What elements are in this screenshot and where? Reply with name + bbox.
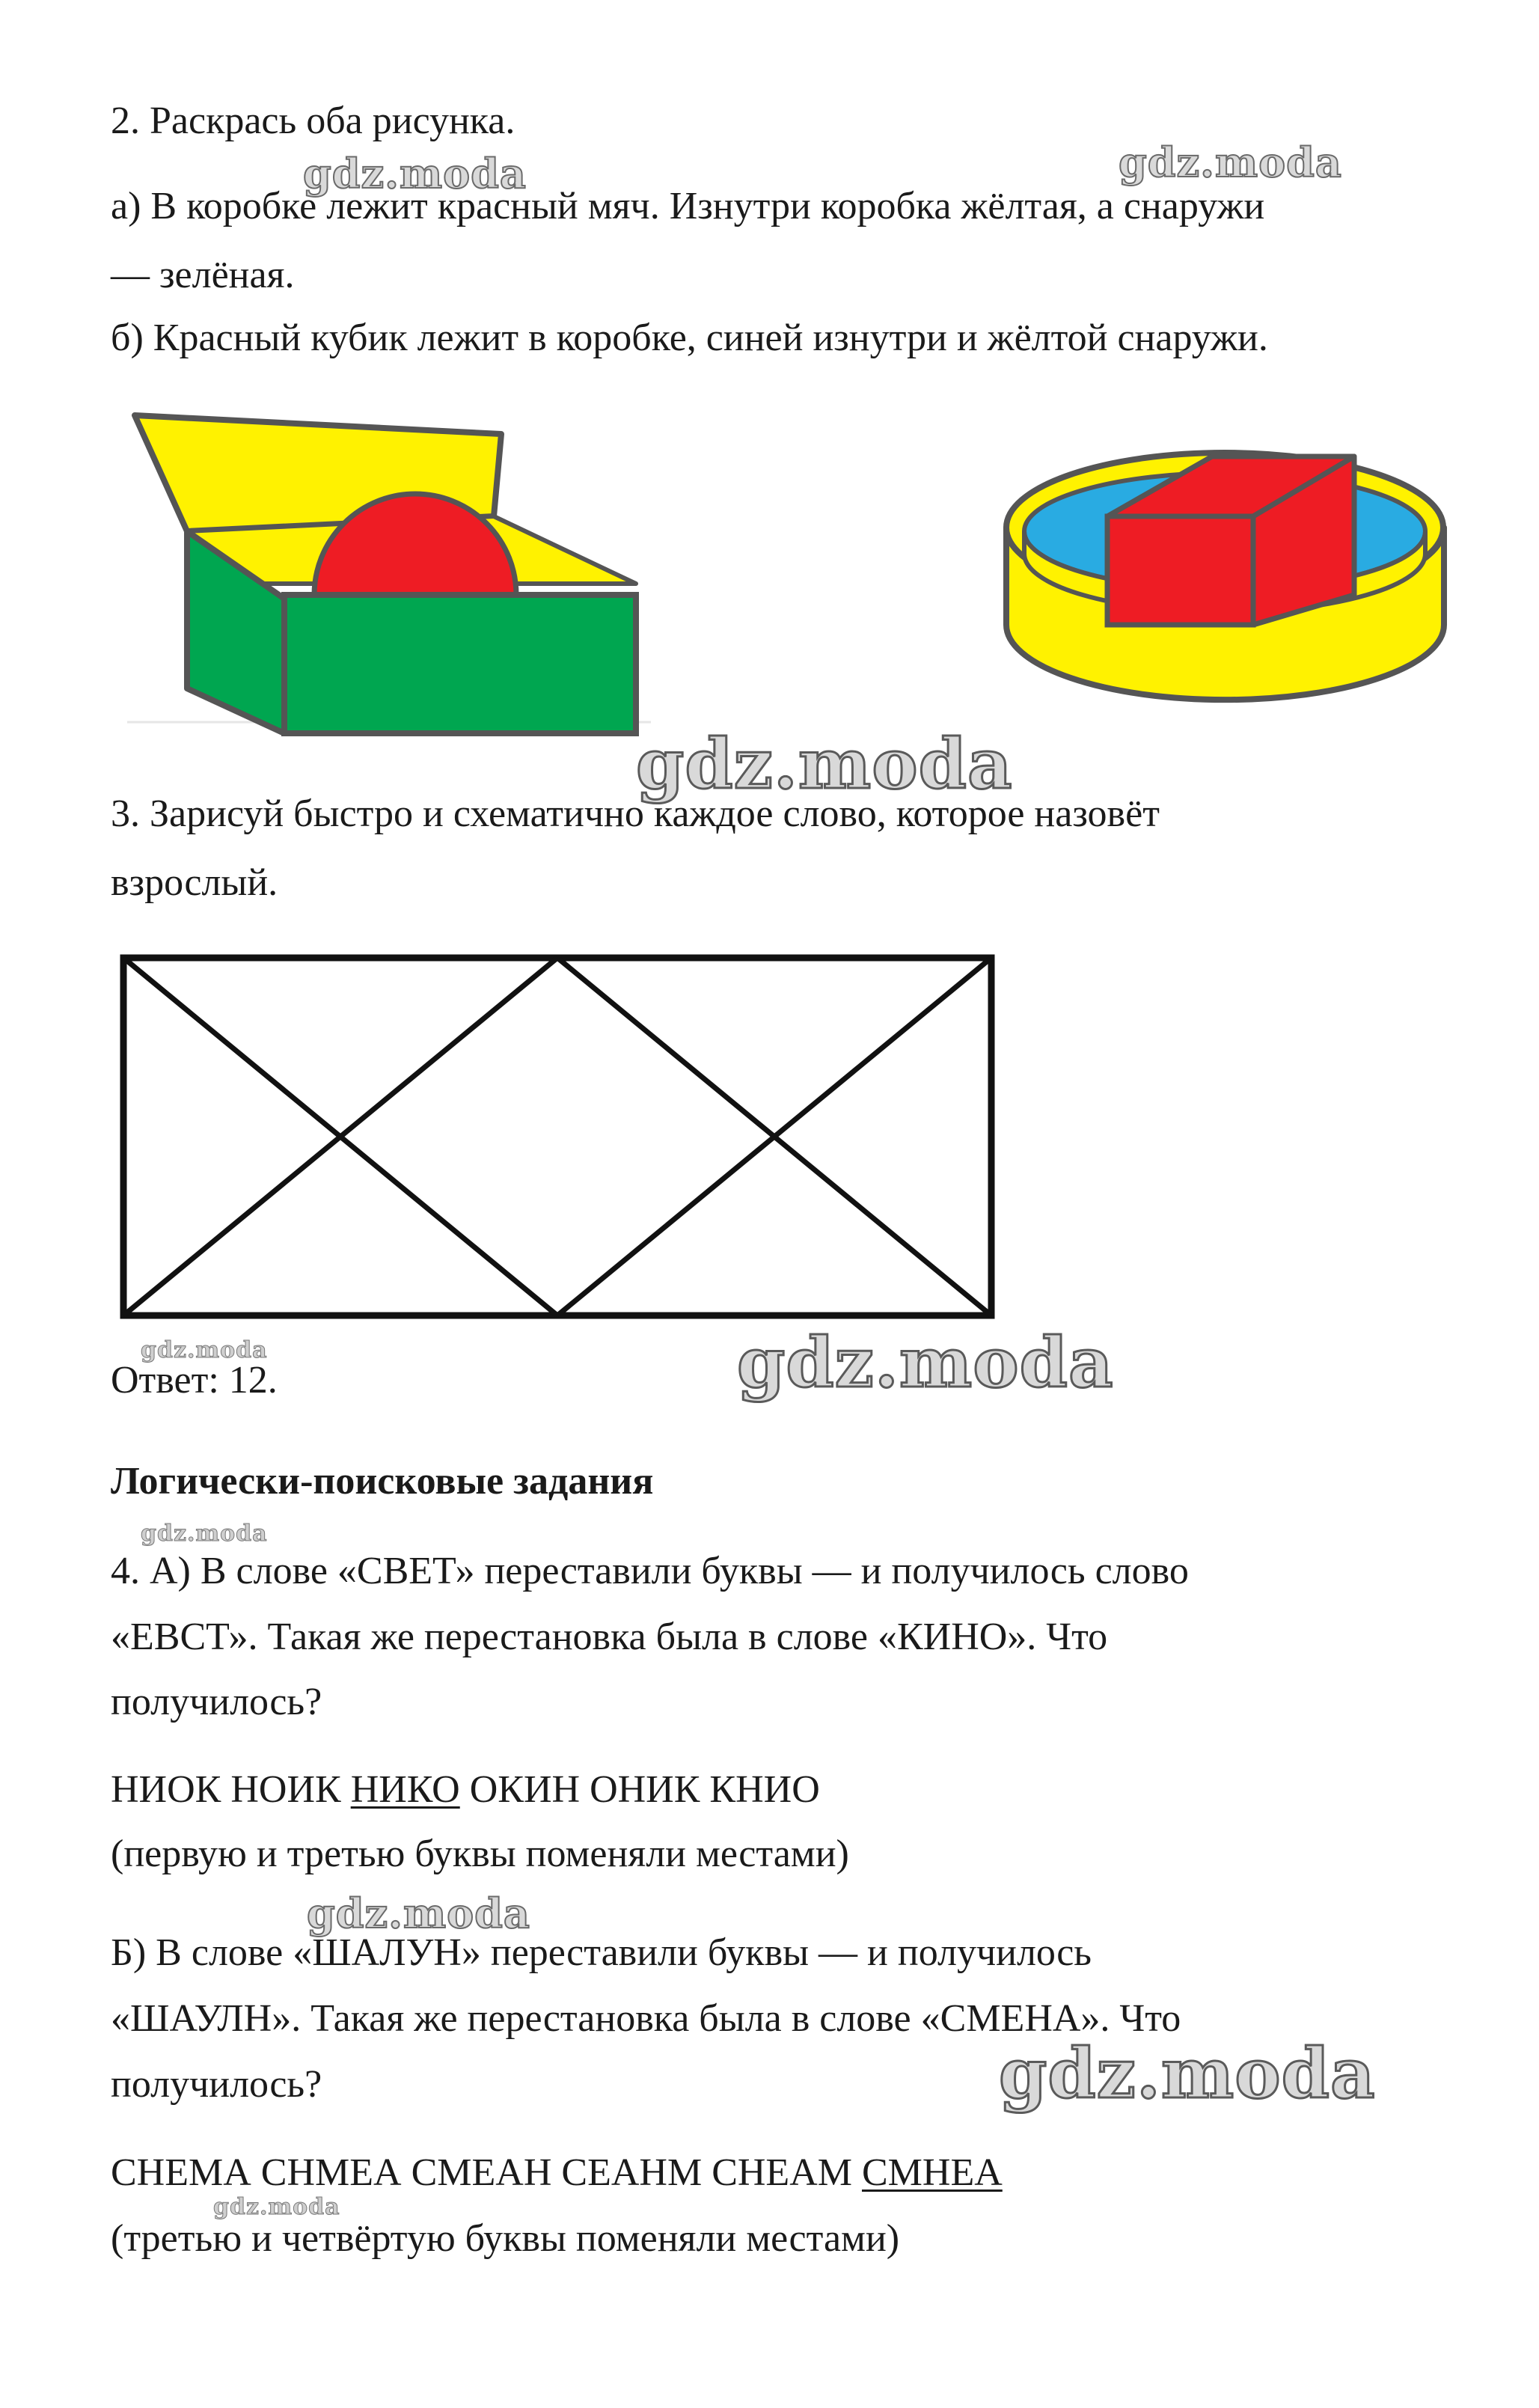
option-correct: СМНЕА	[861, 2151, 1003, 2194]
option: ОНИК	[590, 1768, 700, 1811]
option: СНЕАМ	[712, 2151, 852, 2194]
cube-front	[1107, 516, 1253, 625]
watermark: gdz.moda	[307, 1889, 530, 1937]
option: СЕАНМ	[561, 2151, 703, 2194]
watermark: gdz.moda	[1119, 138, 1342, 186]
option: СМЕАН	[411, 2151, 552, 2194]
box-front	[284, 595, 636, 733]
watermark: gdz.moda	[636, 724, 1013, 804]
option: НИОК	[111, 1768, 221, 1811]
task4-b-options	[111, 2151, 1003, 2195]
option: КНИО	[709, 1768, 820, 1811]
task4-b-line1: Б) В слове «ШАЛУН» переставили буквы — и получилось	[111, 1931, 1092, 1974]
watermark: gdz.moda	[213, 2194, 340, 2220]
watermark: gdz.moda	[141, 1337, 268, 1363]
task3-line2: взрослый.	[111, 861, 278, 904]
task3-line1: 3. Зарисуй быстро и схематично каждое слово, которое назовёт	[111, 792, 1160, 835]
task4-b-line2: «ШАУЛН». Такая же перестановка была в слове «СМЕНА». Что	[111, 1997, 1181, 2040]
watermark: gdz.moda	[737, 1322, 1114, 1403]
task4-a-line2: «ЕВСТ». Такая же перестановка была в слове «КИНО». Что	[111, 1616, 1108, 1658]
box-with-ball-figure	[127, 404, 651, 748]
watermark: gdz.moda	[999, 2033, 1376, 2114]
task4-b-explanation: (третью и четвёртую буквы поменяли местами)	[111, 2217, 900, 2260]
watermark: gdz.moda	[141, 1521, 268, 1547]
option: СНМЕА	[260, 2151, 402, 2194]
section-heading: Логически-поисковые задания	[111, 1460, 654, 1503]
task4-a-line3: получилось?	[111, 1681, 322, 1723]
task2-a-line2: — зелёная.	[111, 254, 295, 296]
crossed-rectangle-figure	[116, 950, 999, 1324]
task4-a-explanation: (первую и третью буквы поменяли местами)	[111, 1833, 849, 1875]
option: ОКИН	[469, 1768, 581, 1811]
option: НОИК	[230, 1768, 341, 1811]
round-box-with-cube-figure	[988, 434, 1451, 733]
task3-answer: Ответ: 12.	[111, 1359, 278, 1402]
task4-a-options	[111, 1767, 820, 1812]
option: СНЕМА	[111, 2151, 251, 2194]
task4-b-line3: получилось?	[111, 2063, 322, 2106]
option-correct: НИКО	[350, 1768, 460, 1811]
task4-a-line1: 4. А) В слове «СВЕТ» переставили буквы — и получилось слово	[111, 1550, 1189, 1592]
task2-title: 2. Раскрась оба рисунка.	[111, 100, 515, 142]
task2-b-line1: б) Красный кубик лежит в коробке, синей изнутри и жёлтой снаружи.	[111, 317, 1268, 359]
watermark: gdz.moda	[303, 150, 527, 198]
task2-a-line1: а) В коробке лежит красный мяч. Изнутри коробка жёлтая, а снаружи	[111, 185, 1265, 227]
